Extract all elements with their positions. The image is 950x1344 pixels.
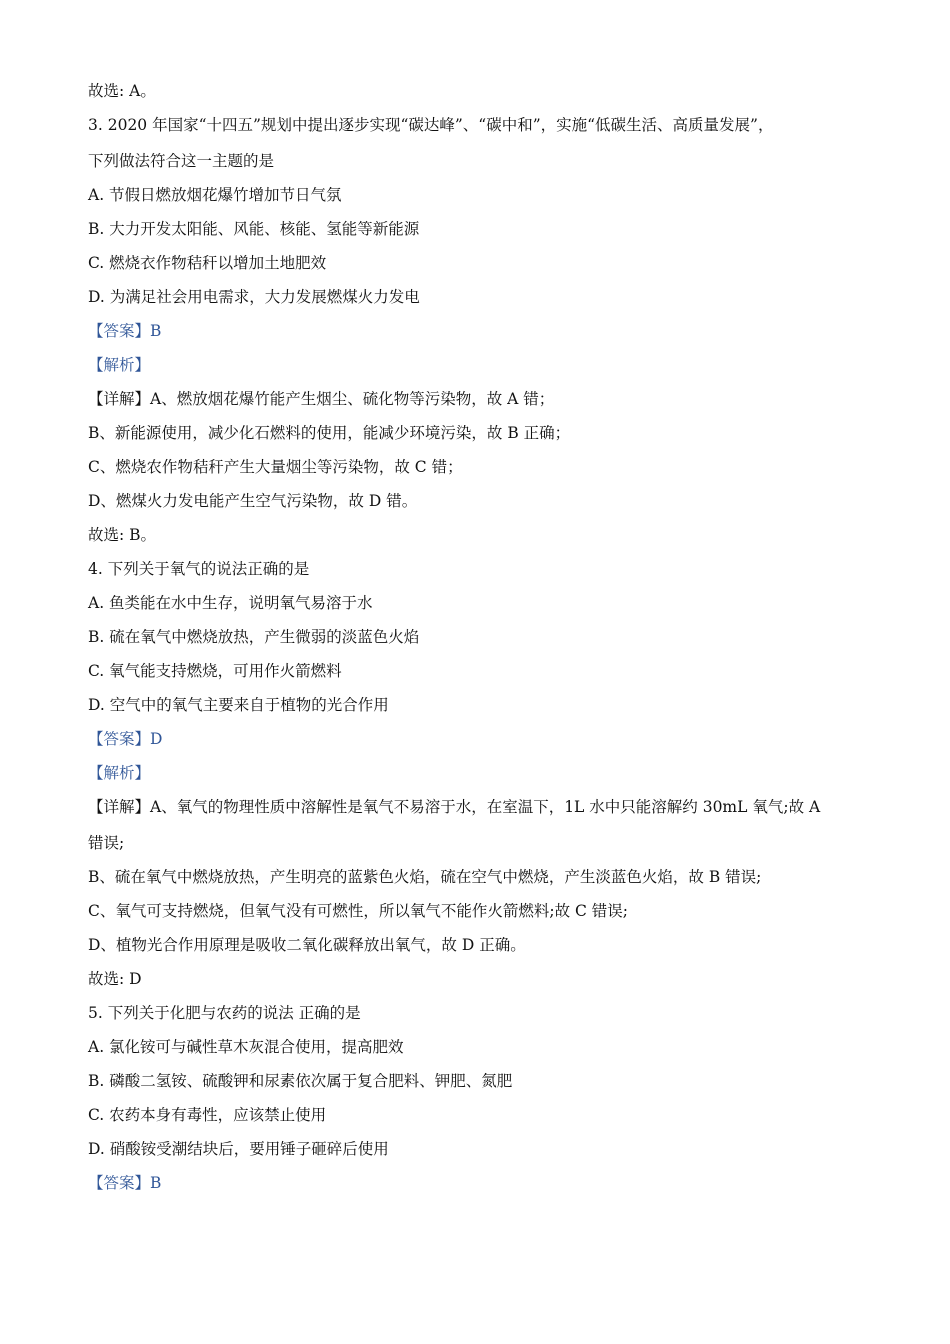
question-3-detail-a: 【详解】A、燃放烟花爆竹能产生烟尘、硫化物等污染物，故 A 错； bbox=[88, 390, 555, 408]
question-3-detail-c: C、燃烧农作物秸秆产生大量烟尘等污染物，故 C 错； bbox=[88, 458, 463, 476]
question-4-option-c: C. 氧气能支持燃烧，可用作火箭燃料 bbox=[88, 662, 342, 680]
question-5-option-d: D. 硝酸铵受潮结块后，要用锤子砸碎后使用 bbox=[88, 1140, 389, 1158]
question-3-stem-cont: 下列做法符合这一主题的是 bbox=[88, 152, 275, 170]
question-4-detail-a: 【详解】A、氧气的物理性质中溶解性是氧气不易溶于水，在室温下，1L 水中只能溶解约 30mL 氧气;故 A bbox=[88, 798, 821, 816]
question-4-detail-a-cont: 错误; bbox=[88, 834, 125, 852]
question-3-option-d: D. 为满足社会用电需求，大力发展燃煤火力发电 bbox=[88, 288, 420, 306]
question-4-option-a: A. 鱼类能在水中生存，说明氧气易溶于水 bbox=[88, 594, 373, 612]
question-4-analysis-label: 【解析】 bbox=[88, 764, 151, 782]
question-5-option-a: A. 氯化铵可与碱性草木灰混合使用，提高肥效 bbox=[88, 1038, 404, 1056]
question-3-analysis-label: 【解析】 bbox=[88, 356, 151, 374]
question-3-answer: 【答案】B bbox=[88, 322, 162, 340]
question-4-option-b: B. 硫在氧气中燃烧放热，产生微弱的淡蓝色火焰 bbox=[88, 628, 420, 646]
answer-conclusion-2: 故选: A。 bbox=[88, 82, 156, 100]
question-3-option-a: A. 节假日燃放烟花爆竹增加节日气氛 bbox=[88, 186, 342, 204]
question-3-detail-b: B、新能源使用，减少化石燃料的使用，能减少环境污染，故 B 正确； bbox=[88, 424, 571, 442]
question-4-detail-c: C、氧气可支持燃烧，但氧气没有可燃性，所以氧气不能作火箭燃料;故 C 错误; bbox=[88, 902, 629, 920]
question-4-answer: 【答案】D bbox=[88, 730, 163, 748]
question-3-option-c: C. 燃烧衣作物秸秆以增加土地肥效 bbox=[88, 254, 327, 272]
question-5-option-c: C. 农药本身有毒性，应该禁止使用 bbox=[88, 1106, 327, 1124]
question-3-stem: 3. 2020 年国家“十四五”规划中提出逐步实现“碳达峰”、“碳中和”，实施“低碳生活、高质量发展”， bbox=[88, 116, 774, 134]
question-5-option-b: B. 磷酸二氢铵、硫酸钾和尿素依次属于复合肥料、钾肥、氮肥 bbox=[88, 1072, 513, 1090]
question-4-detail-d: D、植物光合作用原理是吸收二氧化碳释放出氧气，故 D 正确。 bbox=[88, 936, 526, 954]
question-3-detail-d: D、燃煤火力发电能产生空气污染物，故 D 错。 bbox=[88, 492, 418, 510]
question-4-detail-b: B、硫在氧气中燃烧放热，产生明亮的蓝紫色火焰，硫在空气中燃烧，产生淡蓝色火焰，故 B 错误; bbox=[88, 868, 762, 886]
question-4-conclusion: 故选: D bbox=[88, 970, 142, 988]
question-4-option-d: D. 空气中的氧气主要来自于植物的光合作用 bbox=[88, 696, 389, 714]
question-3-conclusion: 故选: B。 bbox=[88, 526, 157, 544]
question-4-stem: 4. 下列关于氧气的说法正确的是 bbox=[88, 560, 310, 578]
question-5-stem: 5. 下列关于化肥与农药的说法 正确的是 bbox=[88, 1004, 361, 1022]
question-3-option-b: B. 大力开发太阳能、风能、核能、氢能等新能源 bbox=[88, 220, 420, 238]
question-5-answer: 【答案】B bbox=[88, 1174, 162, 1192]
